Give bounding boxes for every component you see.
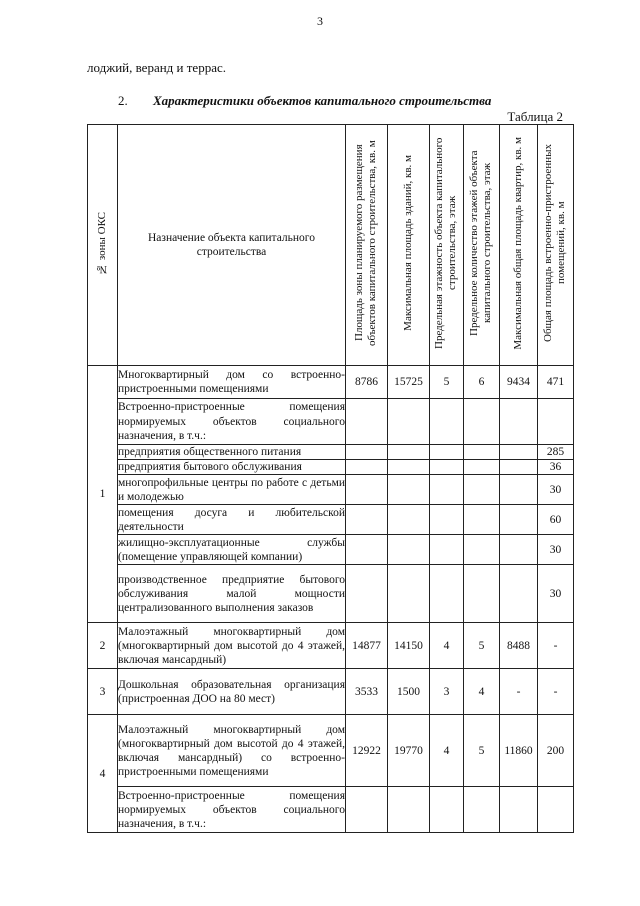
table-row — [88, 399, 574, 445]
purpose-cell: предприятия общественного питания — [118, 445, 346, 460]
zone-number-cell: 2 — [88, 623, 118, 669]
builtin-area-cell — [538, 399, 574, 445]
builtin-area-cell: 471 — [538, 366, 574, 399]
max-floor-count-cell: 5 — [464, 623, 500, 669]
header-builtin-area: Общая площадь встроенно-пристроенных помещений, кв. м — [538, 125, 574, 366]
table-row — [88, 475, 574, 505]
purpose-cell: Малоэтажный многоквартирный дом (многоквартирный дом высотой до 4 этажей, включая мансардный) со встроенно-пристроенными помещениями — [118, 715, 346, 787]
builtin-area-cell: 30 — [538, 535, 574, 565]
max-storeys-cell: 5 — [430, 366, 464, 399]
purpose-cell: многопрофильные центры по работе с детьми и молодежью — [118, 476, 345, 503]
table-row — [88, 460, 574, 475]
builtin-area-cell: 30 — [538, 475, 574, 505]
purpose-cell: производственное предприятие бытового обслуживания малой мощности централизованного выполнения заказов — [118, 565, 346, 623]
zone-number-cell: 3 — [88, 669, 118, 715]
max-building-area-cell: 15725 — [388, 366, 430, 399]
max-floor-count-cell: 4 — [464, 669, 500, 715]
max-apartments-area-cell: 8488 — [500, 623, 538, 669]
zone-number-cell: 4 — [88, 715, 118, 833]
characteristics-table — [87, 124, 574, 833]
max-building-area-cell: 1500 — [388, 669, 430, 715]
builtin-area-cell: - — [538, 623, 574, 669]
table-row — [88, 535, 574, 565]
purpose-cell: Встроенно-пристроенные помещения нормируемых объектов социального назначения, в т.ч.: — [118, 399, 346, 445]
max-storeys-cell: 4 — [430, 715, 464, 787]
table-label: Таблица 2 — [507, 109, 563, 124]
max-floor-count-cell: 5 — [464, 715, 500, 787]
builtin-area-cell: 30 — [538, 565, 574, 623]
table-row — [88, 623, 574, 669]
header-max-apartments-area: Максимальная общая площадь квартир, кв. м — [500, 125, 538, 366]
max-storeys-cell: 3 — [430, 669, 464, 715]
table-row — [88, 669, 574, 715]
max-apartments-area-cell: 9434 — [500, 366, 538, 399]
purpose-cell: предприятия бытового обслуживания — [118, 460, 346, 475]
header-max-floor-count: Предельное количество этажей объекта капитального строительства, этаж — [464, 125, 500, 366]
builtin-area-cell: 36 — [538, 460, 574, 475]
table-row — [88, 445, 574, 460]
table-row — [88, 505, 574, 535]
builtin-area-cell: 200 — [538, 715, 574, 787]
purpose-cell: жилищно-эксплуатационные службы (помещение управляющей компании) — [118, 536, 345, 563]
builtin-area-cell: 285 — [538, 445, 574, 460]
header-max-building-area: Максимальная площадь зданий, кв. м — [388, 125, 430, 366]
purpose-cell: Многоквартирный дом со встроенно-пристроенными помещениями — [118, 366, 346, 399]
purpose-cell: Встроенно-пристроенные помещения нормируемых объектов социального назначения, в т.ч.: — [118, 787, 346, 833]
section-title: Характеристики объектов капитального строительства — [153, 93, 492, 108]
area-zone-cell: 3533 — [346, 669, 388, 715]
table-row — [88, 366, 574, 399]
zone-number-cell: 1 — [88, 366, 118, 623]
max-apartments-area-cell: 11860 — [500, 715, 538, 787]
max-apartments-area-cell: - — [500, 669, 538, 715]
table-row — [88, 565, 574, 623]
area-zone-cell: 14877 — [346, 623, 388, 669]
max-storeys-cell: 4 — [430, 623, 464, 669]
table-header-row — [88, 125, 574, 366]
purpose-cell: Дошкольная образовательная организация (пристроенная ДОО на 80 мест) — [118, 669, 346, 715]
builtin-area-cell: 60 — [538, 505, 574, 535]
max-floor-count-cell: 6 — [464, 366, 500, 399]
page-number: 3 — [317, 14, 323, 28]
builtin-area-cell: - — [538, 669, 574, 715]
purpose-cell: Малоэтажный многоквартирный дом (многоквартирный дом высотой до 4 этажей, включая мансардный) — [118, 623, 346, 669]
header-max-storeys: Предельная этажность объекта капитального строительства, этаж — [430, 125, 464, 366]
table-row — [88, 715, 574, 787]
header-area-zone: Площадь зоны планируемого размещения объектов капитального строительства, кв. м — [346, 125, 388, 366]
lead-text: лоджий, веранд и террас. — [87, 60, 226, 75]
area-zone-cell: 12922 — [346, 715, 388, 787]
header-zone: № зоны ОКС — [88, 125, 118, 366]
table-row — [88, 787, 574, 833]
max-building-area-cell: 14150 — [388, 623, 430, 669]
area-zone-cell: 8786 — [346, 366, 388, 399]
max-building-area-cell: 19770 — [388, 715, 430, 787]
section-number: 2. — [118, 93, 128, 108]
purpose-cell: помещения досуга и любительской деятельности — [118, 506, 345, 533]
header-purpose: Назначение объекта капитального строительства — [118, 125, 346, 366]
